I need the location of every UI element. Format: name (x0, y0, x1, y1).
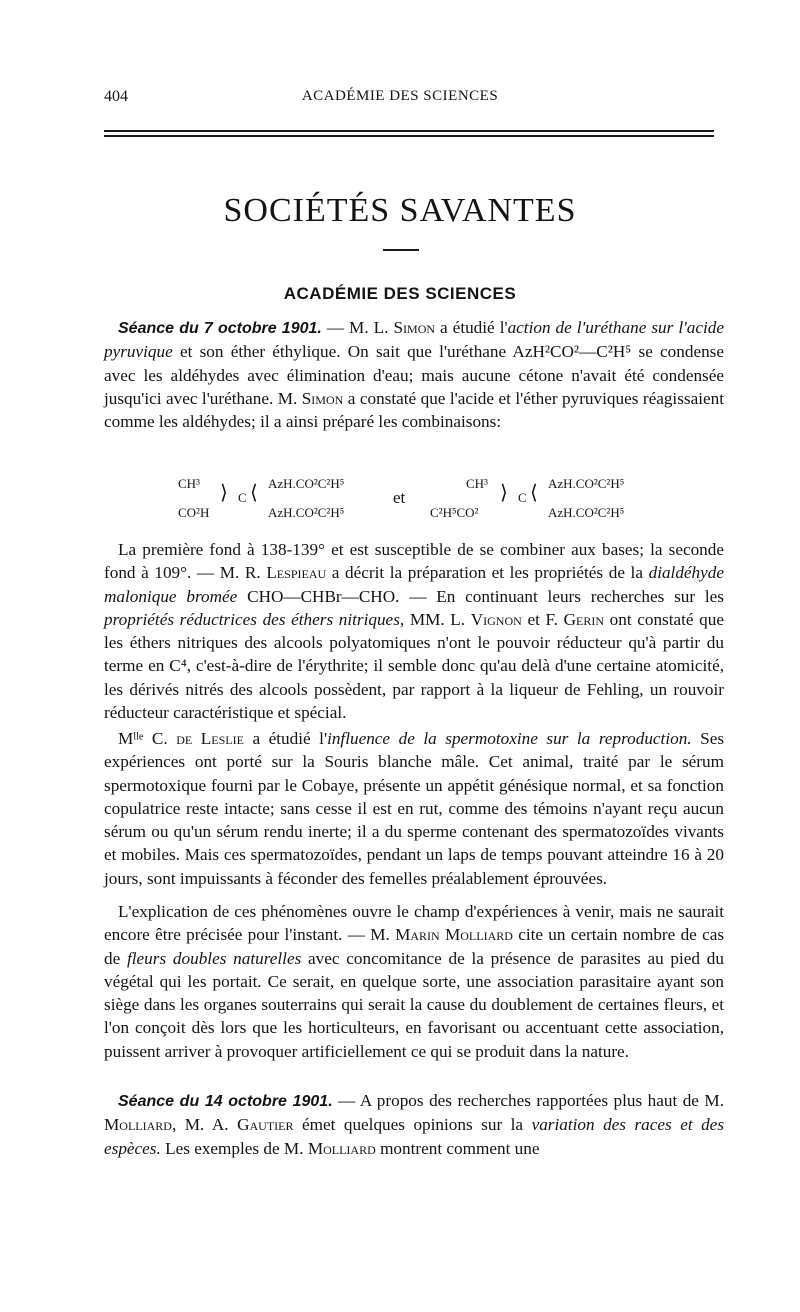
paragraph-2: La première fond à 138-139° et est susceptible de se combiner aux bases; la seconde fond à 109°. — M. R. Lespieau a décrit la préparation et les propriétés de la dialdéhyde malonique bromée CHO—CHBr—CHO. — En continuant leurs recherches sur les propriétés réductrices des éthers nitriques, MM. L. Vignon et F. Gerin ont constaté que les éthers nitriques des alcools polyatomiques n'ont le pouvoir réducteur qu'à partir du terme en C⁴, c'est-à-dire de l'érythrite; il semble donc qu'au delà d'une certaine atomicité, les dérivés nitrés des alcools possèdent, par rapport à la liqueur de Fehling, un rouvoir réducteur caractéristique et spécial. (104, 540, 724, 723)
formula-left-center: C (238, 490, 247, 505)
paragraph-3: Mˡˡᵉ C. de Leslie a étudié l'influence de la spermotoxine sur la reproduction. Ses expériences ont porté sur la Souris blanche mâle. Cet animal, traité par le sérum spermotoxique fourni par le Cobaye, présente un appétit génésique normal, et sa fonction copulatrice reste intacte; sans cesse il est en rut, comme des témoins n'ayant reçu aucun sérum ou qu'un sérum rendu inerte; il a du sperme contenant des spermatozoïdes vivants et mobiles. Mais ces spermatozoïdes, pendant un laps de temps pouvant atteindre 16 à 20 jours, sont impuissants à féconder des femelles préalablement éprouvées. (104, 729, 725, 888)
topic-italic: dialdéhyde malonique bromée (104, 563, 724, 606)
formula-right-top: CH³ (466, 476, 488, 491)
formula-right-bottom: C²H⁵CO² (430, 505, 479, 520)
topic-italic: action de l'uréthane sur l'acide pyruvique (104, 318, 725, 362)
author-name: Simon (301, 388, 344, 408)
author-name: Gautier (237, 1115, 294, 1135)
section-subtitle: ACADÉMIE DES SCIENCES (283, 284, 517, 303)
bond-bracket-left-2: ⟨ (250, 480, 258, 504)
bond-bracket-right-2: ⟨ (530, 480, 538, 504)
session-heading: Séance du 14 octobre 1901. (118, 1093, 333, 1110)
header-rule-top (104, 130, 714, 132)
session-heading: Séance du 7 octobre 1901. (118, 320, 322, 337)
formula-conjunction: et (393, 488, 406, 507)
bond-bracket-right: ⟩ (500, 480, 508, 504)
author-name: Molliard (104, 1115, 172, 1135)
topic-italic: influence de la spermotoxine sur la reproduction. (327, 729, 692, 748)
formula-right-right-bottom: AzH.CO²C²H⁵ (548, 505, 625, 520)
topic-italic: variation des races et des espèces. (104, 1115, 725, 1158)
formula-left-top: CH³ (178, 476, 200, 491)
header-rule-bottom (104, 135, 714, 137)
author-name: Molliard (307, 1138, 376, 1158)
paragraph-5: Séance du 14 octobre 1901. — A propos des recherches rapportées plus haut de M. Molliard, M. A. Gautier émet quelques opinions sur la variation des races et des espèces. Les exemples de M. Molliard montrent comment une (104, 1091, 725, 1158)
author-name: de Leslie (176, 729, 244, 748)
author-name: Gerin (563, 609, 605, 629)
formula-left-right-bottom: AzH.CO²C²H⁵ (268, 505, 345, 520)
author-name: Vignon (470, 609, 522, 629)
author-name: Simon (393, 318, 436, 337)
author-name: Lespieau (266, 563, 327, 583)
topic-italic: fleurs doubles naturelles (127, 948, 302, 968)
formula-right-center: C (518, 490, 527, 505)
formula-right-right-top: AzH.CO²C²H⁵ (548, 476, 625, 491)
running-head: ACADÉMIE DES SCIENCES (301, 88, 499, 104)
page-number: 404 (104, 88, 128, 105)
paragraph-4: L'explication de ces phénomènes ouvre le champ d'expériences à venir, mais ne saurait encore être précisée pour l'instant. — M. Marin Molliard cite un certain nombre de cas de fleurs doubles naturelles avec concomitance de la présence de parasites au pied du végétal qui les portait. Ce serait, en quelque sorte, une association parasitaire ayant son siège dans les organes souterrains qui serait la cause du doublement de certaines fleurs, et l'on conçoit dès lors que les horticulteurs, en favorisant ou accentuant cette association, puissent arriver à provoquer artificiellement ce qui se produit dans la nature. (104, 902, 725, 1061)
title-divider (383, 249, 419, 251)
formula-left-bottom: CO²H (178, 505, 210, 520)
topic-italic: propriétés réductrices des éthers nitriques (104, 609, 400, 629)
formula-left-right-top: AzH.CO²C²H⁵ (268, 476, 345, 491)
page-title: SOCIÉTÉS SAVANTES (223, 192, 577, 229)
author-name: Marin Molliard (395, 925, 513, 945)
paragraph-1: Séance du 7 octobre 1901. — M. L. Simon a étudié l'action de l'uréthane sur l'acide pyruvique et son éther éthylique. On sait que l'uréthane AzH²CO²—C²H⁵ se condense avec les aldéhydes avec élimination d'eau; mais aucune cétone n'avait été condensée jusqu'ici avec l'uréthane. M. Simon a constaté que l'acide et l'éther pyruviques réagissaient comme les aldéhydes; il a ainsi préparé les combinaisons: (104, 318, 725, 432)
bond-bracket-left: ⟩ (220, 480, 228, 504)
